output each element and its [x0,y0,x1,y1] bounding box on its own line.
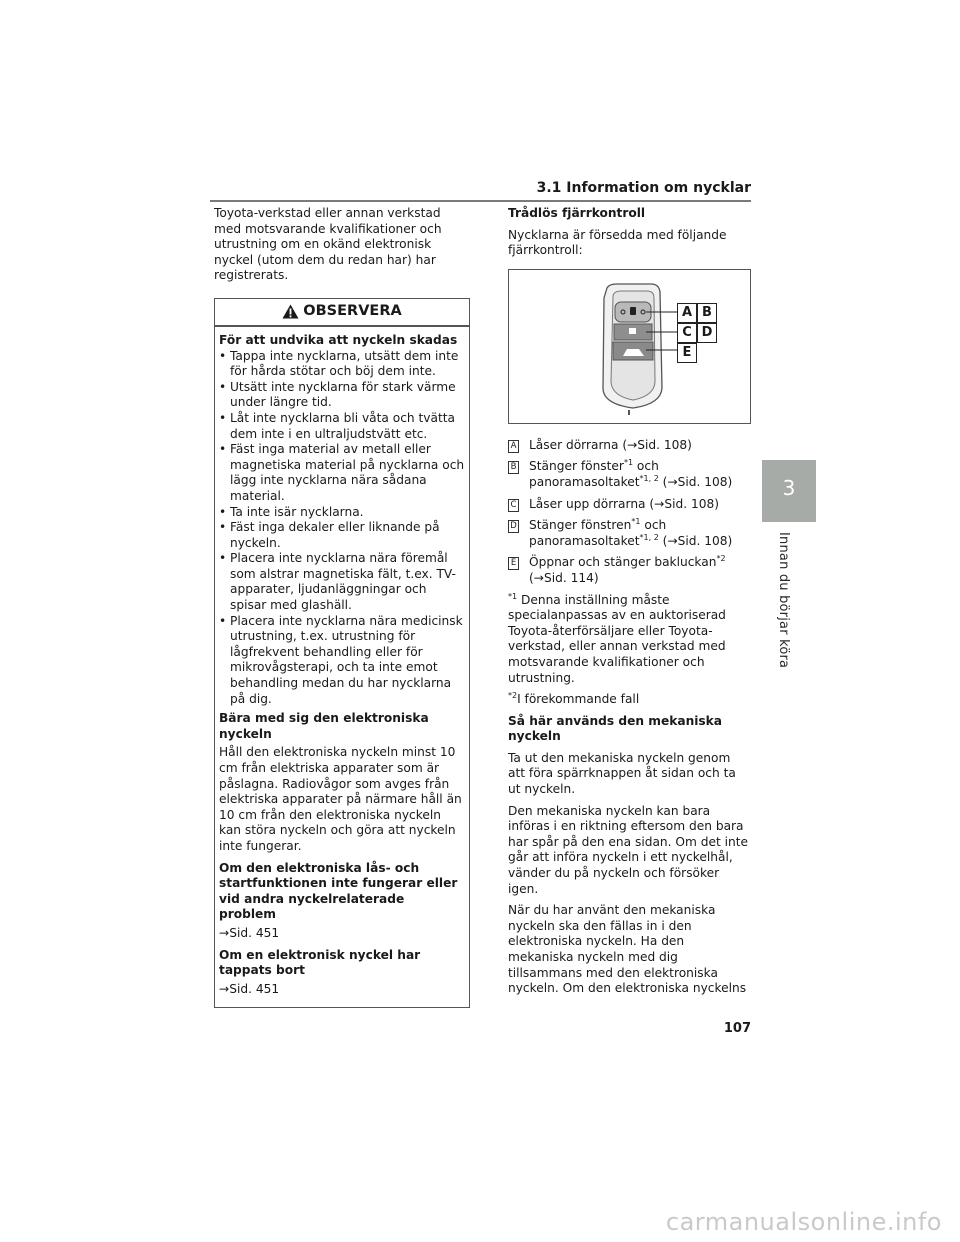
list-item: • Tappa inte nycklarna, utsätt dem inte för hårda stötar och böj dem inte. [219,348,459,379]
notice-title: OBSERVERA [303,303,402,320]
notice-header [215,299,469,325]
watermark: carmanualsonline.info [665,1208,942,1236]
list-item: • Fäst inga dekaler eller liknande på nyckeln. [219,520,440,550]
intro-paragraph: Toyota-verkstad eller annan verkstad med motsvarande kvalifikationer och utrustning om en okänd elektronisk nyckel (utom dem du redan har) har registrerats. [214,206,442,283]
right-column [508,206,751,1003]
legend-item-b: B Stänger fönster$^{*1}$ och panoramasoltaket$^{*1, 2}$ (→Sid. 108) [508,459,751,490]
legend-item-c: C Låser upp dörrarna (→Sid. 108) [508,497,751,513]
list-item: • Utsätt inte nycklarna för stark värme under längre tid. [219,379,456,410]
left-column [214,206,470,1008]
key-fob-illustration [509,270,750,423]
notice-heading: Bära med sig den elektroniska nyckeln [219,711,429,741]
bullet-list [219,349,465,708]
legend-item-e: E Öppnar och stänger bakluckan$^{*2}$ (→Sid. 114) [508,555,751,586]
label-a: A [677,303,697,323]
list-item: • Fäst inga material av metall eller magnetiska material på nycklarna och lägg inte nycklarna nära sådana material. [219,442,465,503]
list-item: • Placera inte nycklarna nära medicinsk utrustning, t.ex. utrustning för lågfrekvent behandling eller för mikrovågsterapi, och ta inte emot behandling medan du har nycklarna på dig. [219,613,463,706]
warning-triangle-icon [282,304,299,319]
page-reference: →Sid. 451 [219,925,280,940]
chapter-number: 3 [782,476,796,500]
footnote-2: $^{*2}$I förekommande fall [508,691,640,707]
page-number: 107 [723,1021,751,1036]
list-item: • Ta inte isär nycklarna. [219,504,364,519]
paragraph: Den mekaniska nyckeln kan bara införas i en riktning eftersom den bara har spår på den ena sidan. Om det inte går att införa nyckeln i ett nyckelhål, vänder du på nyckeln och försöker igen. [508,803,749,896]
section-header: 3.1 Information om nycklar [536,180,751,196]
chapter-title: Innan du börjar köra [776,532,791,669]
notice-heading: Om en elektronisk nyckel har tappats bort [219,947,421,978]
notice-box [214,298,470,1008]
section-heading: Trådlös fjärrkontroll [508,206,646,220]
notice-paragraph: Håll den elektroniska nyckeln minst 10 cm från elektriska apparater som är påslagna. Radiovågor som avges från elektriska apparater på närmare håll än 10 cm från den elektroniska nyckeln kan störa nyckeln och göra att nyckeln inte fungerar. [219,745,462,853]
label-d: D [697,323,717,343]
header-rule [210,200,751,202]
label-c: C [677,323,697,343]
legend-item-a: A Låser dörrarna (→Sid. 108) [508,438,751,454]
notice-heading: Om den elektroniska lås- och startfunktionen inte fungerar eller vid andra nyckelrelaterade problem [219,860,458,922]
paragraph: När du har använt den mekaniska nyckeln ska den fällas in i den elektroniska nyckeln. Ha den mekaniska nyckeln med dig tillsammans med den elektroniska nyckeln. Om den elektroniska nyckelns [508,903,747,996]
label-e: E [677,343,697,363]
paragraph: Ta ut den mekaniska nyckeln genom att föra spärrknappen åt sidan och ta ut nyckeln. [508,750,736,797]
paragraph: Nycklarna är försedda med följande fjärrkontroll: [508,227,727,258]
label-b: B [697,303,717,323]
legend-item-d: D Stänger fönstren$^{*1}$ och panoramasoltaket$^{*1, 2}$ (→Sid. 108) [508,518,751,549]
notice-body [215,333,469,1007]
list-item: • Placera inte nycklarna nära föremål som alstrar magnetiska fält, t.ex. TV-apparater, ljudanläggningar och spisar med glashäll. [219,551,456,613]
notice-heading: För att undvika att nyckeln skadas [219,332,458,347]
list-item: • Låt inte nycklarna bli våta och tvätta dem inte i en ultraljudstvätt etc. [219,410,456,441]
section-heading: Så här används den mekaniska nyckeln [508,713,723,744]
notice-rule [215,325,469,327]
key-fob-figure [508,269,751,424]
footnote-1: $^{*1}$ Denna inställning måste specialanpassas av en auktoriserad Toyota-återförsäljare eller Toyota-verkstad, eller annan verkstad med motsvarande kvalifikationer och utrustning. [508,591,726,685]
page-reference: →Sid. 451 [219,981,280,996]
